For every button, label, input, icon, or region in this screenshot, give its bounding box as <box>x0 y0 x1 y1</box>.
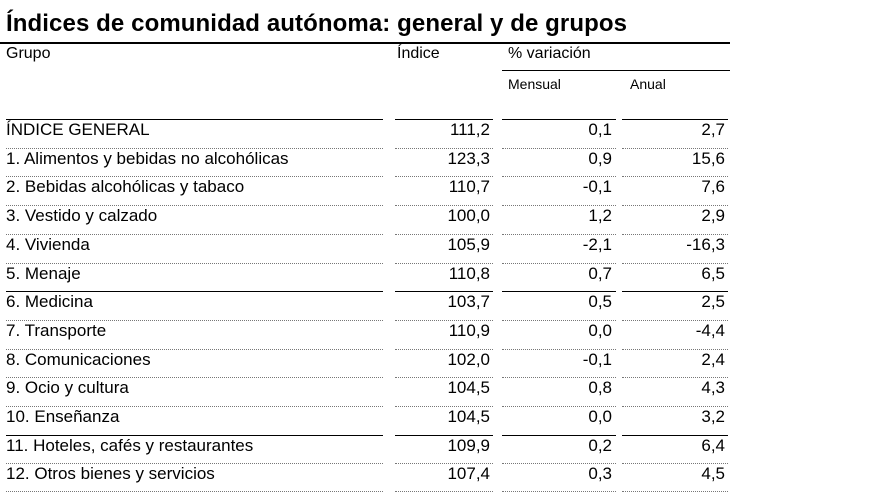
cell-indice: 104,5 <box>447 378 490 397</box>
cell-anual: 15,6 <box>691 149 725 168</box>
header-variacion: % variación <box>508 45 591 62</box>
page-title: Índices de comunidad autónoma: general y de grupos <box>6 10 628 37</box>
header-grupo: Grupo <box>6 45 51 62</box>
cell-anual: 7,6 <box>701 177 725 196</box>
row-separator <box>395 463 493 464</box>
row-separator <box>622 263 728 264</box>
cell-mensual: -0,1 <box>582 177 612 196</box>
cell-indice: 123,3 <box>447 149 490 168</box>
cell-indice: 109,9 <box>447 436 490 455</box>
group-separator <box>622 119 728 120</box>
cell-mensual: 0,7 <box>588 264 612 283</box>
group-separator <box>395 291 493 292</box>
row-separator <box>502 463 616 464</box>
row-separator <box>6 406 383 407</box>
row-separator <box>6 176 383 177</box>
row-separator <box>6 349 383 350</box>
row-separator <box>395 406 493 407</box>
row-separator <box>622 205 728 206</box>
row-separator <box>622 148 728 149</box>
cell-grupo: ÍNDICE GENERAL <box>6 120 150 139</box>
cell-grupo: 5. Menaje <box>6 264 81 283</box>
row-separator <box>6 205 383 206</box>
cell-indice: 100,0 <box>447 206 490 225</box>
cell-indice: 110,8 <box>448 264 490 283</box>
row-separator <box>6 377 383 378</box>
cell-anual: 2,7 <box>701 120 725 139</box>
cell-indice: 110,9 <box>448 321 490 340</box>
row-separator <box>502 148 616 149</box>
row-separator <box>6 320 383 321</box>
row-separator <box>395 263 493 264</box>
cell-grupo: 8. Comunicaciones <box>6 350 151 369</box>
cell-anual: 2,9 <box>701 206 725 225</box>
row-separator <box>622 176 728 177</box>
row-separator <box>502 263 616 264</box>
cell-anual: 2,5 <box>701 292 725 311</box>
row-separator <box>395 148 493 149</box>
row-separator <box>502 349 616 350</box>
row-separator <box>395 234 493 235</box>
cell-anual: 4,3 <box>701 378 725 397</box>
row-separator <box>6 263 383 264</box>
cell-mensual: 0,2 <box>588 436 612 455</box>
cell-mensual: 0,1 <box>588 120 612 139</box>
group-separator <box>502 119 616 120</box>
cell-mensual: 1,2 <box>588 206 612 225</box>
cell-mensual: 0,0 <box>588 321 612 340</box>
group-separator <box>502 291 616 292</box>
row-separator <box>6 463 383 464</box>
cell-indice: 102,0 <box>447 350 490 369</box>
group-separator <box>395 435 493 436</box>
row-separator <box>395 349 493 350</box>
cell-grupo: 10. Enseñanza <box>6 407 120 426</box>
cell-grupo: 4. Vivienda <box>6 235 90 254</box>
cell-anual: 3,2 <box>701 407 725 426</box>
cell-grupo: 11. Hoteles, cafés y restaurantes <box>6 436 254 455</box>
cell-anual: 6,4 <box>701 436 725 455</box>
row-separator <box>622 349 728 350</box>
cell-anual: 2,4 <box>701 350 725 369</box>
group-separator <box>6 119 383 120</box>
group-separator <box>622 291 728 292</box>
row-separator <box>395 176 493 177</box>
cell-anual: 4,5 <box>701 464 725 483</box>
cell-mensual: -2,1 <box>582 235 612 254</box>
row-separator <box>6 148 383 149</box>
cell-mensual: 0,5 <box>588 292 612 311</box>
cell-anual: -4,4 <box>695 321 725 340</box>
cell-indice: 107,4 <box>447 464 490 483</box>
group-separator <box>395 119 493 120</box>
cell-anual: 6,5 <box>701 264 725 283</box>
row-separator <box>502 377 616 378</box>
group-separator <box>6 291 383 292</box>
cell-grupo: 3. Vestido y calzado <box>6 206 158 225</box>
cell-indice: 105,9 <box>447 235 490 254</box>
cell-indice: 110,7 <box>448 177 490 196</box>
group-separator <box>622 435 728 436</box>
row-separator <box>622 320 728 321</box>
cell-grupo: 7. Transporte <box>6 321 107 340</box>
cell-grupo: 12. Otros bienes y servicios <box>6 464 215 483</box>
cell-indice: 103,7 <box>447 292 490 311</box>
row-separator <box>622 377 728 378</box>
row-separator <box>622 463 728 464</box>
group-separator <box>502 435 616 436</box>
cell-grupo: 1. Alimentos y bebidas no alcohólicas <box>6 149 289 168</box>
row-separator <box>622 406 728 407</box>
row-separator <box>502 205 616 206</box>
row-separator <box>502 406 616 407</box>
row-separator <box>622 234 728 235</box>
cell-grupo: 9. Ocio y cultura <box>6 378 129 397</box>
cell-indice: 104,5 <box>447 407 490 426</box>
cell-grupo: 2. Bebidas alcohólicas y tabaco <box>6 177 245 196</box>
row-separator <box>6 234 383 235</box>
variacion-rule <box>502 70 730 71</box>
row-separator <box>502 234 616 235</box>
title-rule <box>0 42 730 44</box>
row-separator <box>395 320 493 321</box>
cell-indice: 111,2 <box>449 120 490 139</box>
cell-mensual: 0,9 <box>588 149 612 168</box>
row-separator <box>395 377 493 378</box>
row-separator <box>395 205 493 206</box>
header-mensual: Mensual <box>508 76 561 92</box>
cell-anual: -16,3 <box>686 235 725 254</box>
row-separator <box>502 176 616 177</box>
cell-mensual: 0,3 <box>588 464 612 483</box>
cell-mensual: 0,0 <box>588 407 612 426</box>
row-separator <box>502 320 616 321</box>
header-anual: Anual <box>630 76 666 92</box>
cell-mensual: -0,1 <box>582 350 612 369</box>
header-indice: Índice <box>397 45 440 62</box>
cell-mensual: 0,8 <box>588 378 612 397</box>
group-separator <box>6 435 383 436</box>
cell-grupo: 6. Medicina <box>6 292 93 311</box>
